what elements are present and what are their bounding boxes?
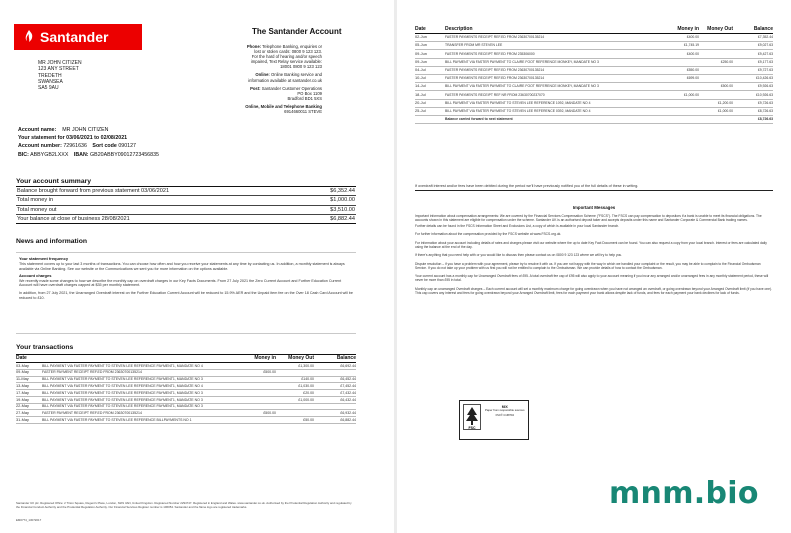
summary-label: Your balance at close of business 28/08/2021 (17, 215, 130, 222)
cell-in: £1,000.00 (683, 92, 699, 97)
cell-date: 20-Jul (415, 99, 426, 105)
cell-desc: FASTER PAYMENT RECEIPT REF.ED FROM 23630700135214 (42, 370, 142, 375)
cell-out: £1,000.00 (717, 108, 733, 113)
iban-label: IBAN: (73, 151, 89, 158)
cell-desc: BILL PAYMENT VIA FASTER PAYMENT TO STEVEN LEE REFERENCE PAYMENT1, MANDATE NO 4 (42, 363, 203, 368)
phone-line: Telephone Banking, enquiries or (262, 44, 322, 49)
table-row (16, 383, 356, 390)
table-header (415, 26, 773, 34)
cell-in: £500.00 (263, 411, 276, 416)
fsc-logo (459, 400, 529, 440)
address-line: SWANSEA (38, 78, 63, 85)
cell-desc: FASTER PAYMENTS RECEIPT REF.ED FROM 23630700135214 (445, 76, 545, 81)
cell-date: 19-May (16, 396, 29, 402)
table-row (415, 108, 773, 116)
post-line: PO Box 1109 (297, 90, 322, 96)
table-row (16, 363, 356, 370)
col-money-out: Money Out (707, 26, 733, 32)
fsc-text (485, 406, 525, 417)
cell-out (699, 93, 733, 98)
cell-in (242, 418, 276, 423)
cell-in (653, 84, 699, 89)
watermark-text: mnm.bio (609, 476, 759, 511)
summary-row (16, 215, 356, 224)
news-box (16, 252, 356, 334)
table-row (415, 59, 773, 67)
frequency-text: This statement covers up to your last 3 months of transactions. You can choose how often and how you receive your statements at any time by contacting us. In addition, a monthly statement is always available via Online Banking. See our website or the Communications we sent you for more information on the options available. (19, 261, 345, 271)
cell-date: 11-May (16, 376, 29, 382)
cell-bal: £7,432.44 (340, 390, 356, 395)
phone-line: lost or stolen cards: 0800 9 123 123. (254, 49, 322, 55)
cell-date: 10-Jul (415, 75, 426, 81)
phone-line: For the hard of hearing and/or speech (251, 54, 322, 60)
cell-date: 22-May (16, 403, 29, 409)
cell-in (653, 109, 699, 114)
cell-out (276, 404, 314, 409)
charges-text: We recently made some changes to how we describe the monthly cap on overdraft charges in our Key Facts Documents. From 27 July 2021 the Zero Current Account and Further Education Current Account will have overdraft charges capped at $35 per monthly statement. (19, 278, 342, 288)
cell-bal: £6,452.44 (340, 377, 356, 382)
cell-out: £20.00 (303, 390, 314, 395)
bic-value: ABBYGB2LXXX (30, 151, 69, 158)
summary-label: Total money out (17, 206, 57, 213)
cell-out: £250.00 (720, 59, 733, 64)
cell-in (242, 398, 276, 403)
cell-desc: BILL PAYMENT VIA FASTER PAYMENT TO STEVEN LEE REFERENCE PAYMENT1, MANDATE NO 3 (42, 377, 203, 382)
summary-heading: Your account summary (16, 178, 92, 185)
cell-desc: Balance carried forward to next statement (445, 117, 513, 122)
news-heading: News and information (16, 238, 87, 245)
table-row (415, 100, 773, 108)
flame-icon (24, 30, 34, 44)
sort-code-value: 090127 (118, 143, 137, 150)
important-messages-title: Important Messages (572, 205, 616, 210)
summary-value: $6,882.44 (330, 215, 355, 222)
table-row (16, 404, 356, 411)
cell-out (699, 76, 733, 81)
summary-row (16, 206, 356, 215)
cell-date: 09-Jun (415, 58, 427, 64)
table-row (415, 50, 773, 58)
logo-text: Santander (40, 29, 109, 45)
rate-text: In addition, from 27 July 2021, the Unarranged Overdraft interest on the Further Education Current Account will be reduced to 15.9% AER and the Unpaid item fee on the Over 18 Cash Card Account will be reduced to £10. (19, 290, 353, 300)
cell-in: £1,745.19 (683, 43, 699, 48)
cell-bal: £6,932.44 (340, 411, 356, 416)
cell-date: 04-Jul (415, 67, 426, 73)
cell-in (242, 391, 276, 396)
cell-date: 17-May (16, 389, 29, 395)
legal-footer: Santander UK plc. Registered Office: 2 Triton Square, Regent's Place, London, NW1 3AN, United Kingdom. Registered Number 2294747. Registered in England and Wales. www.santander.co.uk. Authorised by the Prudential Regulation Authority and regulated by the Financial Conduct Authority and the Prudential Regulation Authority. Our Financial Services Register number is 106054. Santander and the flame logo are registered trademarks. (16, 501, 352, 509)
address-line: SA5 9AU (38, 85, 59, 92)
santander-logo (14, 24, 142, 50)
cell-bal: £8,726.63 (757, 108, 773, 113)
cell-bal: £7,452.44 (340, 383, 356, 388)
message-paragraph: Your current account has a monthly cap for Unarranged Overdraft fees of £95. A total overdraft fee cap of £95 will also apply to your account meaning if you incur any arranged and/or unarranged fees in any monthly statement period, these will never be more than £95 in total. (415, 274, 769, 283)
frequency-title: Your statement frequency (19, 256, 69, 261)
cell-desc: BILL PAYMENT VIA FASTER PAYMENT TO STEVEN LEE REFERENCE PAYMENT1, MANDATE NO 3 (42, 390, 203, 395)
cell-bal: £7,352.44 (757, 35, 773, 40)
account-summary (16, 178, 356, 224)
statement-period: Your statement for 03/06/2021 to 02/08/2021 (18, 135, 128, 142)
online-label: Online: (255, 72, 270, 78)
cell-bal: £9,727.63 (757, 68, 773, 73)
cell-out (276, 370, 314, 375)
account-number-value: 72961636 (63, 143, 87, 150)
address-line: 123 ANY STREET (38, 66, 79, 73)
cell-out: £1,030.00 (298, 383, 314, 388)
cell-bal: £6,882.44 (340, 417, 356, 422)
cell-desc: BILL PAYMENT VIA FASTER PAYMENT TO STEVEN LEE REFERENCE PAYMENT1, MANDATE NO 3 (42, 397, 203, 402)
cell-bal: £9,027.63 (757, 43, 773, 48)
summary-value: $1,000.00 (330, 197, 355, 204)
cell-desc: BILL PAYMENT VIA FASTER PAYMENT TO STEVEN LEE REFERENCE 0392, MANDATE NO 4 (445, 108, 591, 113)
col-balance: Balance (753, 26, 773, 32)
table-row (415, 91, 773, 99)
cell-date: 31-May (16, 416, 29, 422)
cell-date: 18-Jul (415, 91, 426, 97)
message-paragraph: Further details can be found in the FSCS Information Sheet and Exclusions List, a copy of which is available in your local Santander branch. (415, 223, 620, 228)
cell-desc: FASTER PAYMENTS RECEIPT REF.ED FROM 23630700135214 (445, 68, 545, 73)
cell-in (653, 117, 699, 122)
cell-desc: BILL PAYMENT VIA FASTER PAYMENT TO STEVEN LEE REFERENCE 1092, MANDATE NO 4 (445, 100, 591, 105)
message-paragraph: If there's anything that you need help with or you would like to discuss then please contact us on 0800 9 123 123 where we will try to help you. (415, 253, 623, 258)
cell-desc: BILL PAYMENT VIA FASTER PAYMENT TO STEVEN LEE REFERENCE BILLPAYMENTS NO 1 (42, 417, 192, 422)
cell-bal: £6,692.44 (340, 363, 356, 368)
cell-bal (314, 370, 356, 375)
col-money-in: Money in (254, 355, 276, 361)
cell-date (415, 117, 445, 122)
post-label: Post: (250, 85, 261, 91)
account-name-label: Account name: (18, 127, 57, 133)
cell-in: £699.00 (686, 76, 699, 81)
account-number-label: Account number: (18, 143, 62, 150)
statement-page-1 (0, 0, 394, 533)
cell-in (653, 101, 699, 106)
cell-in: £500.00 (263, 370, 276, 375)
summary-label: Total money in (17, 197, 54, 204)
message-paragraph: Monthly cap on unarranged Overdraft charges – Each current account will set a monthly maximum charge for going overdrawn when you have not arranged an overdraft, or going overdrawn beyond your Arranged Overdraft limit (if you have one). This cap covers any interest and fees for going overdrawn beyond your Arranged Overdraft limit, fees for each payment your bank allows despite lack of funds, and fees for each payment your bank declines for lack of funds. (415, 286, 772, 295)
overdraft-note: If overdraft interest and/or fees have been debited during the period we'll have previously notified you of the full details of these in writing. (415, 184, 773, 191)
account-details (18, 126, 159, 159)
col-money-in: Money in (677, 26, 699, 32)
table-row (415, 75, 773, 83)
cell-bal: £8,726.63 (757, 117, 773, 122)
summary-value: $6,352.44 (330, 188, 355, 194)
cell-out: £50.00 (303, 417, 314, 422)
summary-value: $3,510.00 (330, 206, 355, 213)
table-row (16, 377, 356, 384)
cell-bal: £9,926.63 (757, 84, 773, 89)
cell-out: £500.00 (720, 84, 733, 89)
cell-out (699, 35, 733, 40)
message-paragraph: Dispute resolution – if you have a problem with your agreement, please try to resolve it with us. If you are not happy with the way in which we handled your complaint or the result, you may be able to complain to the Financial Ombudsman Service. If you do not take up your problem with us first you will not be entitled to complain to the Ombudsman. We can provide details of how to contact the Ombudsman. (415, 261, 761, 270)
col-date: Date (415, 26, 426, 32)
cell-desc: TRANSFER FROM MR STEVEN LEE (445, 43, 503, 48)
sort-code-label: Sort code (92, 143, 117, 150)
transactions-heading: Your transactions (16, 344, 74, 351)
cell-out (699, 117, 733, 122)
cell-date: 25-Jul (415, 107, 426, 113)
table-row (16, 390, 356, 397)
cell-in (242, 384, 276, 389)
cell-out (699, 52, 733, 57)
cell-bal: £10,926.63 (756, 92, 773, 97)
fsc-paper: Paper from responsible sources (485, 408, 525, 413)
cell-out: £1,200.00 (717, 100, 733, 105)
cell-in: £550.00 (686, 68, 699, 73)
svg-text:FSC: FSC (468, 426, 476, 430)
message-paragraph: Important information about compensation arrangements: We are covered by the Financial Services Compensation Scheme ("FSCS"). The FSCS can pay compensation to depositors if a bank is unable to meet its financial obligations. The accounts shown in this statement are eligible for compensation under the scheme. Santander UK is an authorised deposit taker and accepts deposits under this name and Santander Corporate & Commercial Bank trading names. (415, 214, 762, 223)
cell-date: 27-May (16, 410, 29, 416)
cell-desc: BILL PAYMENT VIA FASTER PAYMENT TO CLAIRE FOOT REFERENCE MONKEY, MANDATE NO 3 (445, 84, 599, 89)
important-messages (415, 214, 773, 299)
table-header (16, 354, 356, 363)
cell-out: £1,000.00 (298, 397, 314, 402)
table-row (16, 417, 356, 424)
cell-out: £1,300.00 (298, 363, 314, 368)
cell-bal: £9,427.63 (757, 51, 773, 56)
col-date: Date (16, 355, 27, 361)
cell-date: 02-Jun (415, 34, 427, 40)
cell-in: £400.00 (686, 51, 699, 56)
cell-bal: £10,426.63 (756, 76, 773, 81)
message-paragraph: For information about your account including details of rates and charges please visit our website where the up to date Key Fact Document can be found. You can also request a copy from your local branch. Interest or fees are calculated daily using the balance at the end of the day. (415, 240, 767, 249)
cell-bal: £9,177.63 (757, 59, 773, 64)
cell-desc: FASTER PAYMENTS RECEIPT REF NR FROM 23630700237070 (445, 92, 545, 97)
cell-desc: FASTER PAYMENT RECEIPT REF.ED FROM 23630700135214 (42, 411, 142, 416)
iban-value: GB20ABBY09012723456835 (90, 151, 159, 158)
cell-in (653, 60, 699, 65)
cell-date: 03-May (16, 362, 29, 368)
summary-row (16, 196, 356, 205)
address-line: MR JOHN CITIZEN (38, 60, 82, 66)
table-row (415, 83, 773, 91)
cell-bal: £6,432.44 (340, 397, 356, 402)
cell-out (276, 411, 314, 416)
phone-line: 18001 0800 9 123 123 (280, 64, 322, 70)
phone-line: impaired, Text Relay service available: (250, 59, 322, 65)
cell-date: 09-Jun (415, 50, 427, 56)
online-mobile-label: Online, Mobile and Telephone Banking (245, 103, 322, 109)
cell-bal: £9,726.63 (757, 100, 773, 105)
col-desc: Description (445, 26, 473, 32)
table-row (415, 42, 773, 50)
cell-in (242, 377, 276, 382)
table-row (16, 397, 356, 404)
summary-label: Balance brought forward from previous statement 03/06/2021 (17, 188, 170, 194)
document-title: The Santander Account (252, 27, 342, 36)
cell-desc: BILL PAYMENT VIA FASTER PAYMENT TO STEVEN LEE REFERENCE PAYMENT1, MANDATE NO 4 (42, 383, 203, 388)
cell-out (699, 68, 733, 73)
bic-label: BIC: (18, 151, 29, 158)
col-balance: Balance (336, 355, 356, 361)
cell-date: 09-May (16, 369, 29, 375)
contact-block (196, 44, 322, 117)
fsc-mix: MIX (501, 405, 508, 409)
col-desc (42, 355, 242, 362)
phone-label: Phone: (246, 44, 262, 49)
post-line: Santander Customer Operations (261, 85, 322, 91)
cell-bal (314, 404, 356, 409)
table-row (415, 34, 773, 42)
table-row (16, 370, 356, 377)
cell-in (242, 364, 276, 369)
message-paragraph: For further information about the compensation provided by the FSCS website at www.FSCS.org.uk. (415, 232, 562, 237)
post-line: Bradford BD1 5XS (287, 95, 322, 101)
carried-forward-row (415, 116, 773, 124)
fsc-tree-icon (463, 404, 481, 430)
summary-row (16, 186, 356, 196)
account-name-value: MR JOHN CITIZEN (62, 127, 109, 133)
online-line: Online Banking service and (271, 72, 322, 78)
cell-desc: BILL PAYMENT VIA FASTER PAYMENT TO CLAIRE FOOT REFERENCE MONKEY, MANDATE NO 3 (445, 59, 599, 64)
cell-in: £400.00 (686, 35, 699, 40)
statement-page-2 (397, 0, 791, 533)
cell-desc: BILL PAYMENT VIA FASTER PAYMENT TO STEVEN LEE REFERENCE PAYMENT1, MANDATE NO 3 (42, 404, 203, 409)
cell-date: 05-Jun (415, 42, 427, 48)
cell-out (699, 43, 733, 48)
charges-title: Account charges (19, 272, 52, 278)
cell-in (242, 404, 276, 409)
cell-date: 13-May (16, 382, 29, 388)
footer-code: EM0774_13072017 (16, 518, 42, 522)
address-line: TREDETH (38, 72, 62, 79)
col-money-out: Money Out (288, 355, 314, 361)
online-mobile-id: 6914660011 STEVE (284, 109, 322, 115)
cell-desc: FASTER PAYMENTS RECEIPT REF.ED FROM 235306000 (445, 51, 535, 56)
fsc-code: FSC® C168794 (495, 413, 514, 417)
table-row (16, 410, 356, 417)
customer-address (38, 60, 82, 91)
cell-out: £140.00 (301, 377, 314, 382)
transactions-table-continued (415, 26, 773, 124)
table-row (415, 67, 773, 75)
cell-desc: FASTER PAYMENTS RECEIPT REF.ED FROM 23630700135214 (445, 35, 545, 40)
transactions-table (16, 354, 356, 424)
online-line: information available at santander.co.uk (248, 77, 322, 83)
cell-date: 14-Jul (415, 83, 426, 89)
